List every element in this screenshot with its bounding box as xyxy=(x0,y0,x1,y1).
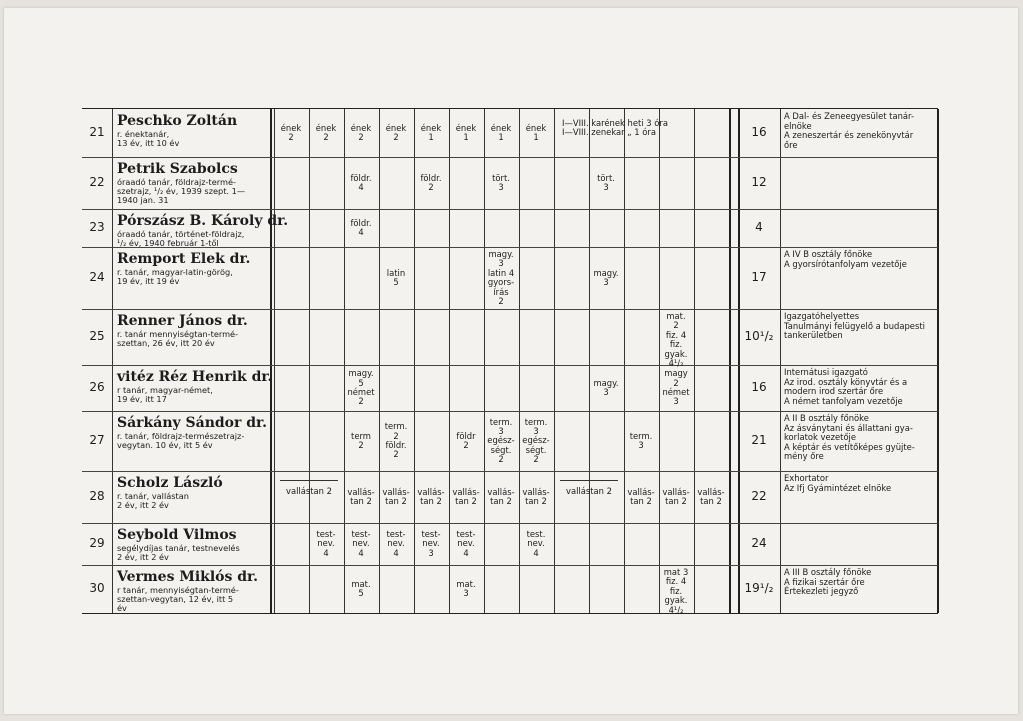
row-number: 23 xyxy=(89,220,105,234)
schedule-cell: test- nev. 4 xyxy=(316,528,336,558)
teacher-ledger-table xyxy=(82,108,938,614)
schedule-cell: mat. 5 xyxy=(351,578,371,598)
row-number: 22 xyxy=(89,175,105,189)
row-rule xyxy=(82,411,938,412)
column-rule xyxy=(274,109,275,613)
schedule-cell: földr. 4 xyxy=(350,172,372,192)
column-rule xyxy=(554,109,555,613)
schedule-cell: vallás- tan 2 xyxy=(487,486,515,506)
column-rule xyxy=(624,109,625,613)
schedule-cell: vallás- tan 2 xyxy=(627,486,655,506)
weekly-hours: 19¹/₂ xyxy=(744,581,774,595)
teacher-name: Peschko Zoltán xyxy=(117,113,238,129)
teacher-description: óraadó tanár, földrajz-termé- szetrajz, ¹/₂ év, 1939 szept. 1— 1940 jan. 31 xyxy=(117,177,246,206)
schedule-cell: term. 2 földr. 2 xyxy=(384,421,408,460)
schedule-cell: vallás- tan 2 xyxy=(417,486,445,506)
weekly-hours: 17 xyxy=(751,270,767,284)
teacher-description: r. tanár, magyar-latin-görög, 19 év, itt 19 év xyxy=(117,267,233,287)
schedule-cell: term. 3 xyxy=(629,430,653,450)
column-rule xyxy=(937,109,939,613)
schedule-cell: magy. 3 xyxy=(593,267,619,287)
schedule-cell: ének 1 xyxy=(455,122,477,142)
schedule-cell: ének 2 xyxy=(280,122,302,142)
schedule-cell: term 2 xyxy=(351,430,371,450)
schedule-cell: vallás- tan 2 xyxy=(382,486,410,506)
choir-note: I—VIII. karének heti 3 óra I—VIII. zenekar „ 1 óra xyxy=(562,118,668,138)
teacher-name: vitéz Réz Henrik dr. xyxy=(117,369,273,385)
teacher-name: Vermes Miklós dr. xyxy=(117,569,259,585)
span-dash xyxy=(560,480,618,481)
column-rule xyxy=(729,109,731,613)
teacher-notes: Igazgatóhelyettes Tanulmányi felügyelő a budapesti tankerületben xyxy=(784,311,925,341)
row-rule xyxy=(82,471,938,472)
schedule-cell: ének 2 xyxy=(350,122,372,142)
teacher-name: Scholz László xyxy=(117,475,223,491)
schedule-cell: magy. 3 latin 4 gyors- írás 2 xyxy=(487,249,515,307)
weekly-hours: 22 xyxy=(751,489,767,503)
schedule-cell: mat 3 fiz. 4 fiz. gyak. 4¹/₂ xyxy=(663,567,689,615)
row-number: 28 xyxy=(89,489,105,503)
teacher-description: r tanár, mennyiségtan-termé- szettan-vegytan, 12 év, itt 5 év xyxy=(117,585,239,614)
teacher-notes: A II B osztály főnöke Az ásványtani és állattani gya- korlatok vezetője A képtár és vetítőképes gyüjte- mény őre xyxy=(784,413,915,462)
schedule-cell: földr 2 xyxy=(456,430,476,450)
row-rule xyxy=(82,309,938,310)
page-sheet xyxy=(4,8,1018,714)
teacher-name: Renner János dr. xyxy=(117,313,248,329)
row-rule xyxy=(82,209,938,210)
schedule-cell: földr. 2 xyxy=(420,172,442,192)
teacher-notes: Internátusi igazgató Az irod. osztály könyvtár és a modern irod szertár őre A német tanfolyam vezetője xyxy=(784,367,908,406)
schedule-cell: ének 2 xyxy=(385,122,407,142)
teacher-notes: Exhortator Az Ifj Gyámintézet elnöke xyxy=(784,473,892,493)
column-rule xyxy=(112,109,113,613)
teacher-description: óraadó tanár, történet-földrajz, ¹/₂ év, 1940 február 1-től xyxy=(117,229,245,249)
teacher-name: Petrik Szabolcs xyxy=(117,161,238,177)
schedule-cell: test- nev. 4 xyxy=(386,528,406,558)
row-number: 25 xyxy=(89,329,105,343)
teacher-name: Remport Elek dr. xyxy=(117,251,251,267)
schedule-cell: magy. 3 xyxy=(593,377,619,397)
schedule-cell: földr. 4 xyxy=(350,217,372,237)
schedule-cell: tört. 3 xyxy=(597,172,615,192)
schedule-cell: vallás- tan 2 xyxy=(522,486,550,506)
schedule-cell: vallás- tan 2 xyxy=(347,486,375,506)
weekly-hours: 16 xyxy=(751,125,767,139)
row-rule xyxy=(82,157,938,158)
schedule-cell: ének 1 xyxy=(525,122,547,142)
schedule-cell: latin 5 xyxy=(386,267,406,287)
schedule-cell: vallás- tan 2 xyxy=(697,486,725,506)
schedule-cell: ének 1 xyxy=(490,122,512,142)
column-rule xyxy=(694,109,695,613)
row-number: 30 xyxy=(89,581,105,595)
schedule-cell: magy. 5 német 2 xyxy=(347,368,375,407)
span-cell-religion: vallástan 2 xyxy=(566,486,612,496)
schedule-cell: test- nev. 4 xyxy=(456,528,476,558)
schedule-cell: test- nev. 4 xyxy=(351,528,371,558)
schedule-cell: magy 2 német 3 xyxy=(662,368,690,407)
schedule-cell: vallás- tan 2 xyxy=(452,486,480,506)
schedule-cell: tört. 3 xyxy=(492,172,510,192)
span-dash xyxy=(280,480,338,481)
schedule-cell: vallás- tan 2 xyxy=(662,486,690,506)
schedule-cell: mat. 3 xyxy=(456,578,476,598)
teacher-notes: A Dal- és Zeneegyesület tanár- elnöke A zeneszertár és zenekönyvtár őre xyxy=(784,111,914,150)
row-rule xyxy=(82,365,938,366)
schedule-cell: ének 1 xyxy=(420,122,442,142)
weekly-hours: 24 xyxy=(751,536,767,550)
teacher-description: r. tanár, földrajz-természetrajz- vegytan. 10 év, itt 5 év xyxy=(117,431,245,451)
weekly-hours: 12 xyxy=(751,175,767,189)
teacher-description: segélydíjas tanár, testnevelés 2 év, itt 2 év xyxy=(117,543,240,563)
span-cell-religion: vallástan 2 xyxy=(286,486,332,496)
teacher-description: r. énektanár, 13 év, itt 10 év xyxy=(117,129,180,149)
row-number: 29 xyxy=(89,536,105,550)
row-rule xyxy=(82,523,938,524)
teacher-notes: A III B osztály főnöke A fizikai szertár őre Értekezleti jegyző xyxy=(784,567,872,597)
row-number: 24 xyxy=(89,270,105,284)
weekly-hours: 4 xyxy=(755,220,763,234)
schedule-cell: ének 2 xyxy=(315,122,337,142)
schedule-cell: term. 3 egész- ségt. 2 xyxy=(522,416,550,465)
weekly-hours: 21 xyxy=(751,433,767,447)
schedule-cell: mat. 2 fiz. 4 fiz. gyak. 4¹/₂ xyxy=(664,311,688,369)
schedule-cell: test- nev. 3 xyxy=(421,528,441,558)
teacher-name: Seybold Vilmos xyxy=(117,527,237,543)
column-rule xyxy=(270,109,272,613)
row-number: 26 xyxy=(89,380,105,394)
weekly-hours: 10¹/₂ xyxy=(744,329,774,343)
weekly-hours: 16 xyxy=(751,380,767,394)
schedule-cell: term. 3 egész- ségt. 2 xyxy=(487,416,515,465)
column-rule xyxy=(780,109,781,613)
teacher-description: r. tanár mennyiségtan-termé- szettan, 26 év, itt 20 év xyxy=(117,329,239,349)
row-number: 27 xyxy=(89,433,105,447)
teacher-notes: A IV B osztály főnöke A gyorsírótanfolyam vezetője xyxy=(784,249,907,269)
teacher-description: r tanár, magyar-német, 19 év, itt 17 xyxy=(117,385,213,405)
teacher-description: r. tanár, vallástan 2 év, itt 2 év xyxy=(117,491,189,511)
schedule-cell: test. nev. 4 xyxy=(526,528,546,558)
teacher-name: Sárkány Sándor dr. xyxy=(117,415,268,431)
row-number: 21 xyxy=(89,125,105,139)
row-rule xyxy=(82,565,938,566)
teacher-name: Pórszász B. Károly dr. xyxy=(117,213,289,229)
